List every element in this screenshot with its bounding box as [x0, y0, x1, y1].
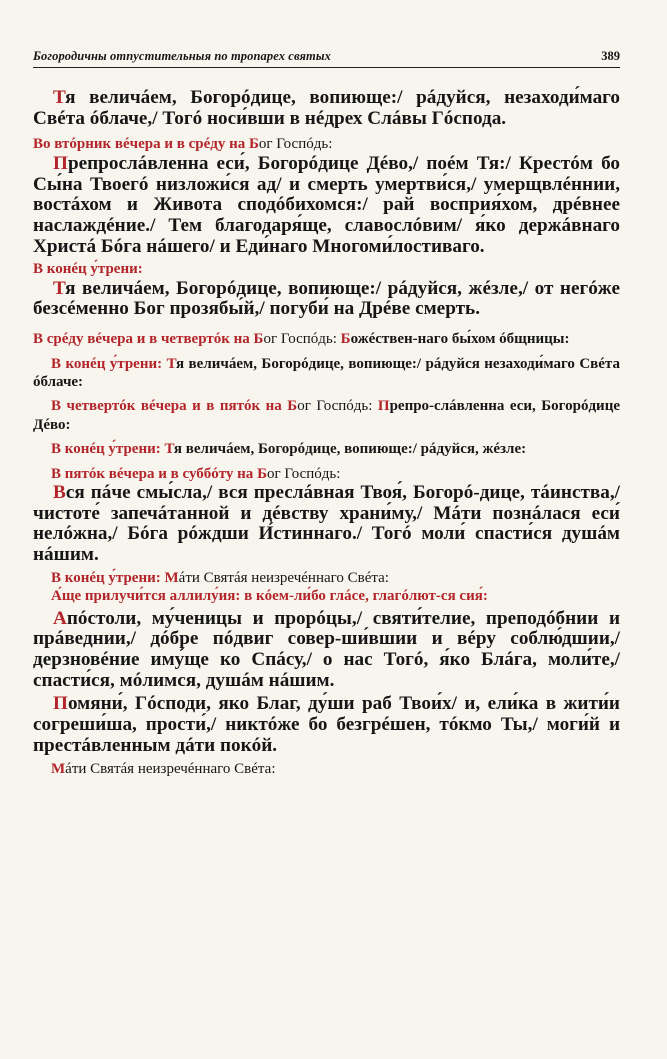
page-number: 389: [601, 49, 620, 63]
rubric-friday: В пятóк вéчера и в суббóту на Бог Госпóдь:: [51, 465, 341, 482]
rubric-wednesday: В срéду вéчера и в четвертóк на Бог Госпóдь: Божéствен-нагo бы́хом óбщницы:: [33, 331, 570, 348]
theotokion-final: Мáти Святáя неизречéннаго Свéта:: [51, 760, 276, 777]
header-title: Богородичны отпустительныя по тропарех святых: [33, 49, 331, 63]
rubric-tuesday: Во втóрник вéчера и в срéду на Бог Госпóдь:: [33, 136, 333, 153]
troparion-5: Апóстоли, му́ченицы и прорóцы,/ святи́телие, преподóбнии и прáведнии,/ дóбре пóдвиг совер-ши́вшии и вéру соблю́дшии,/ дерзновéние иму́ще ко Спáсу,/ о нас Тогó, я́ко Блáга, моли́те,/ спасти́ся, мóлимся, душáм нáшим.: [33, 607, 620, 691]
rubric-end-matins-3: В конéц у́трени: Тя величáем, Богорóдице, вопиюще:/ рáдуйся, жéзле:: [51, 441, 527, 458]
rubric-end-matins-2: В конéц у́трени: Тя величáем, Богорóдице, вопиюще:/ рáдуйся незаходи́маго Свéта óблаче:: [33, 355, 620, 390]
troparion-3: Тя величáем, Богорóдице, вопиюще:/ рáдуйся, жéзле,/ от негóже безсéменно Бог прозябы́й,/ погуби́ на Дрéве смерть.: [33, 277, 620, 320]
rubric-alleluia: А́ще прилучи́тся аллилу́ия: в кóем-ли́бо глáсе, глагóлют-ся сия́:: [51, 588, 488, 605]
troparion-2: Препрослáвленна еси́, Богорóдице Дéво,/ поéм Тя:/ Крестóм бо Сы́на Твоегó низложи́ся ад/ и смерть умертви́ся,/ умерщвлéннии, востáхом и Живота сподóбихомся:/ рай восприя́хом, дрéвнее наслаждéние./ Тем благодаря́ще, славослóвим/ я́ко держáвнаго Христá Бóга нáшего/ и Еди́наго Многоми́лостиваго.: [33, 152, 620, 257]
rubric-thursday: В четвертóк вéчера и в пятóк на Бог Госпóдь: Препро-слáвленна еси, Богорóдице Дéво:: [33, 398, 620, 433]
rubric-end-matins-4: В конéц у́трени: Мáти Святáя неизречéннаго Свéта:: [51, 569, 389, 586]
page-body: [33, 88, 620, 778]
troparion-6: Помяни́, Гóсподи, яко Благ, ду́ши раб Твои́х/ и, ели́ка в жити́и согреши́ша, прости́,/ никтóже бо безгрéшен, тóкмо Ты,/ моги́й и престáвленным дáти покóй.: [33, 693, 620, 756]
running-header: [33, 44, 620, 68]
troparion-4: Вся пáче смы́сла,/ вся преслáвная Твоя́, Богорó-дице, тáинства,/ чистоте́ запечáтанной и дéвству храни́му,/ Мáти познáлася еси́ нелóжна,/ Бóга рóждши И́стиннаго./ Тогó моли́ спасти́ся душáм нáшим.: [33, 481, 620, 566]
troparion-1: Тя величáем, Богорóдице, вопиюще:/ рáдуйся, незаходи́маго Свéта óблаче,/ Тогó носи́вши в нéдрех Слáвы Гóспода.: [33, 87, 620, 129]
rubric-end-matins-1: В конéц у́трени:: [33, 261, 143, 278]
